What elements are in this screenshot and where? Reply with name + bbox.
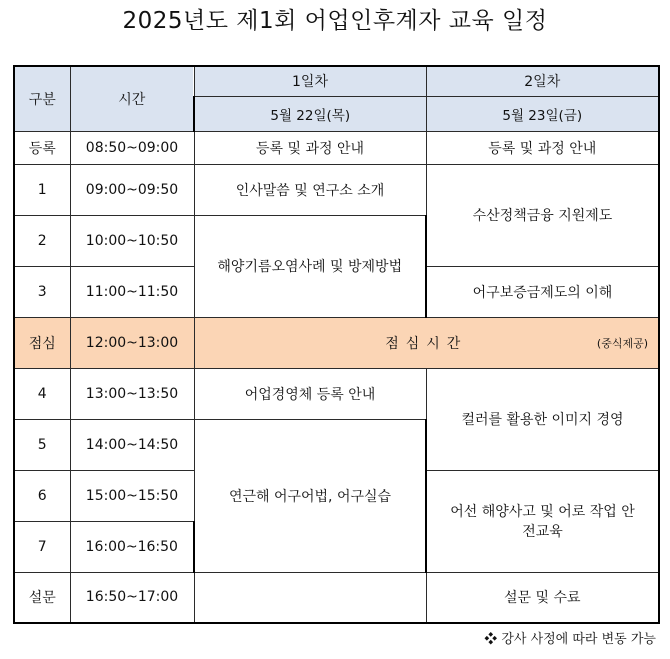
- header-day2-date: 5월 23일(금): [426, 96, 659, 131]
- row-group: 6: [14, 470, 70, 521]
- header-day1: 1일차: [194, 66, 426, 96]
- lunch-session: [194, 317, 659, 368]
- row-group: 2: [14, 215, 70, 266]
- day2-session: 설문 및 수료: [426, 572, 659, 623]
- day2-session: 컬러를 활용한 이미지 경영: [426, 368, 659, 470]
- row-time: 10:00~10:50: [70, 215, 194, 266]
- table-row-4: [14, 368, 659, 419]
- row-time: 12:00~13:00: [70, 317, 194, 368]
- day1-session: 연근해 어구어법, 어구실습: [194, 419, 426, 572]
- row-time: 16:00~16:50: [70, 521, 194, 572]
- day1-session: [194, 572, 426, 623]
- day1-session: 해양기름오염사례 및 방제방법: [194, 215, 426, 317]
- day2-session: 어구보증금제도의 이해: [426, 266, 659, 317]
- day1-session: 인사말씀 및 연구소 소개: [194, 164, 426, 215]
- row-time: 09:00~09:50: [70, 164, 194, 215]
- row-group: 등록: [14, 131, 70, 164]
- row-group: 설문: [14, 572, 70, 623]
- header-day2: 2일차: [426, 66, 659, 96]
- table-row-survey: [14, 572, 659, 623]
- day1-session: 어업경영체 등록 안내: [194, 368, 426, 419]
- page-title: 2025년도 제1회 어업인후계자 교육 일정: [122, 8, 548, 34]
- row-group: 점심: [14, 317, 70, 368]
- day2-session: 어선 해양사고 및 어로 작업 안전교육: [426, 470, 659, 572]
- day2-session: 수산정책금융 지원제도: [426, 164, 659, 266]
- header-group: 구분: [14, 66, 70, 131]
- schedule-table: [13, 65, 660, 624]
- table-row-registration: [14, 131, 659, 164]
- row-time: 11:00~11:50: [70, 266, 194, 317]
- row-group: 3: [14, 266, 70, 317]
- footnote: ❖ 강사 사정에 따라 변동 가능: [484, 632, 656, 647]
- header-day1-date: 5월 22일(목): [194, 96, 426, 131]
- lunch-label: 점심시간: [385, 335, 468, 352]
- row-group: 4: [14, 368, 70, 419]
- row-group: 1: [14, 164, 70, 215]
- day2-session: 등록 및 과정 안내: [426, 131, 659, 164]
- table-row-lunch: [14, 317, 659, 368]
- row-time: 15:00~15:50: [70, 470, 194, 521]
- row-group: 5: [14, 419, 70, 470]
- table-row-1: [14, 164, 659, 215]
- day1-session: 등록 및 과정 안내: [194, 131, 426, 164]
- row-time: 14:00~14:50: [70, 419, 194, 470]
- header-time: 시간: [70, 66, 194, 131]
- lunch-note: (중식제공): [596, 336, 648, 350]
- row-time: 13:00~13:50: [70, 368, 194, 419]
- row-time: 08:50~09:00: [70, 131, 194, 164]
- row-group: 7: [14, 521, 70, 572]
- row-time: 16:50~17:00: [70, 572, 194, 623]
- header-row-1: [14, 66, 659, 96]
